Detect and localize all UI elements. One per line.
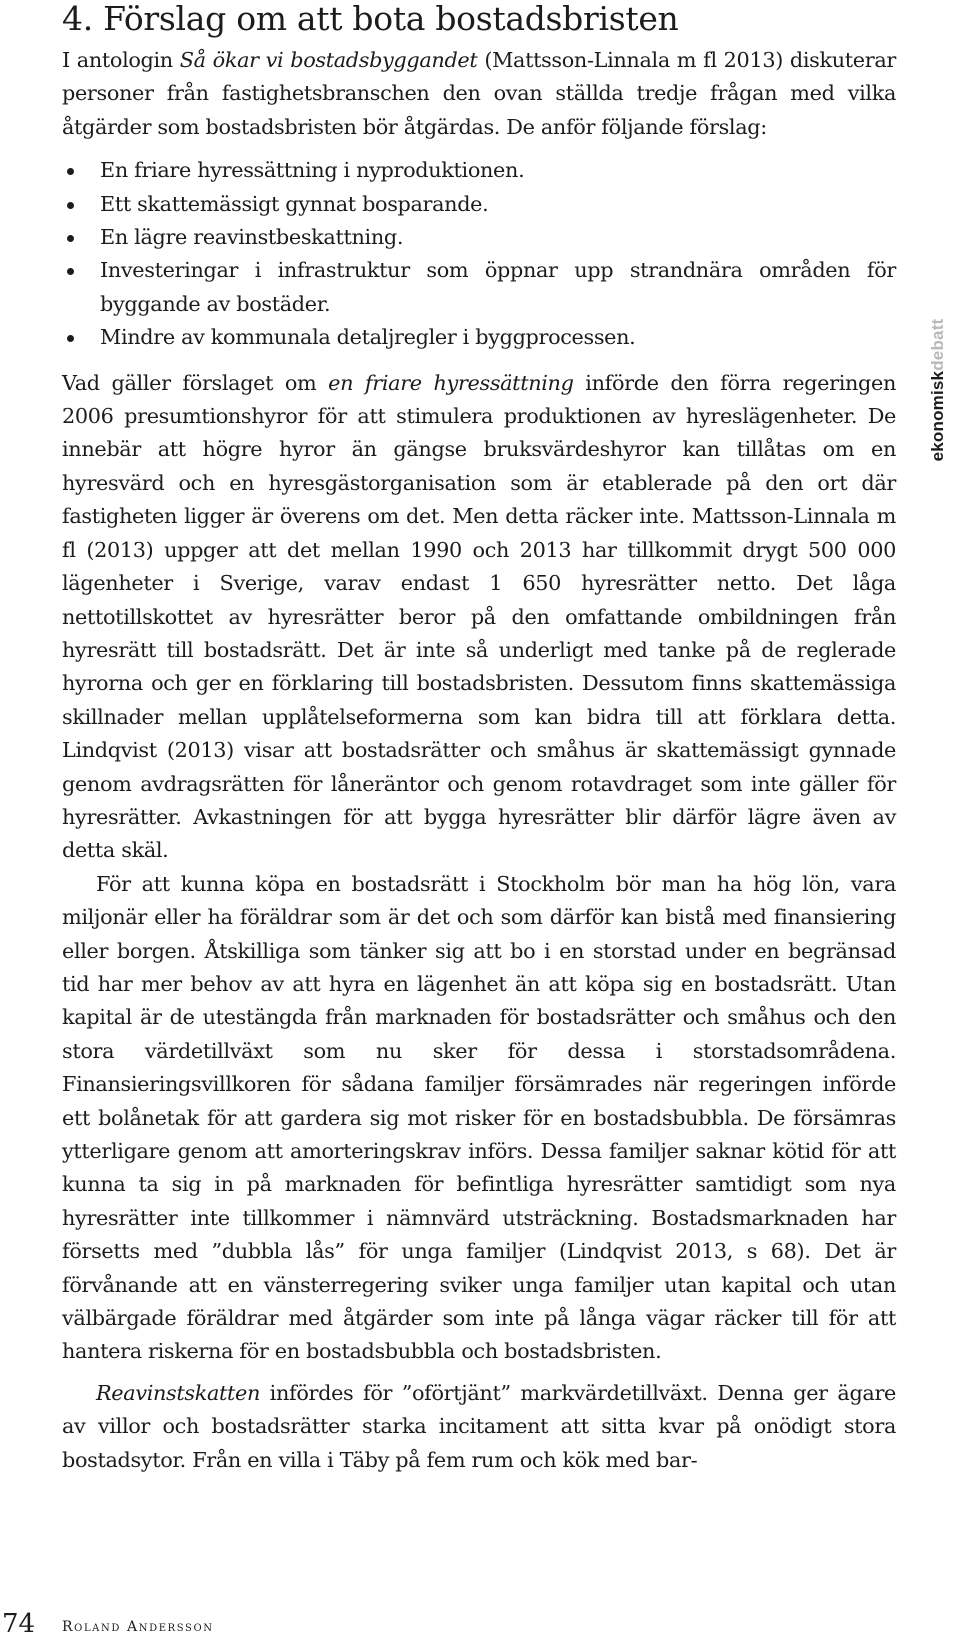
list-item-text: Investeringar i infrastruktur som öppnar upp strandnära områden för byggande av bostäder. [100,258,896,316]
emphasis: Reavinstskatten [96,1380,261,1405]
bullet-icon [67,268,74,275]
list-item-text: Mindre av kommunala detaljregler i byggprocessen. [100,325,636,350]
emphasis: en friare hyressättning [328,370,574,395]
intro-text-start: I antologin [62,48,180,72]
journal-name-part-1: ekonomisk [928,370,947,462]
list-item-text: Ett skattemässigt gynnat bosparande. [100,191,489,216]
page-number: 74 [2,1609,36,1639]
journal-name [928,319,948,462]
list-item [62,154,896,187]
list-item [62,254,896,321]
list-item-text: En friare hyressättning i nyproduktionen. [100,158,525,183]
list-item [62,188,896,221]
article-body [62,0,896,1477]
bullet-icon [67,202,74,209]
list-item [62,221,896,254]
intro-text-end: (Mattsson-Linnala m fl 2013) diskuterar personer från fastighetsbranschen den ovan ställda tredje frågan med vilka åtgärder som bostadsbristen bör åtgärdas. De anför följande förslag: [62,48,896,139]
bullet-icon [67,335,74,342]
paragraph-text: införde den förra regeringen 2006 presumtionshyror för att stimulera produktionen av hyreslägenheter. De innebär att högre hyror än gängse bruksvärdeshyror kan tillåtas om en hyresvärd och en hyresgästorganisation som är etablerade på den ort där fastigheten ligger är överens om det. Men detta räcker inte. Mattsson-Linnala m fl (2013) uppger att det mellan 1990 och 2013 har tillkommit drygt 500 000 lägenheter i Sverige, varav endast 1 650 hyresrätter netto. Det låga nettotillskottet av hyresrätter beror på den omfattande ombildningen från hyresrätt till bostadsrätt. Det är inte så underligt med tanke på de reglerade hyrorna och ger en förklaring till bostadsbristen. Dessutom finns skattemässiga skillnader mellan upplåtelseformerna som kan bidra till att förklara detta. Lindqvist (2013) visar att bostadsrätter och småhus är skattemässigt gynnade genom avdragsrätten för låneräntor och genom rotavdraget som inte gäller för hyresrätter. Avkastningen för att bygga hyresrätter blir därför lägre även av detta skäl. [62,370,896,863]
paragraph-text: infördes för ”oförtjänt” markvärdetillväxt. Denna ger ägare av villor och bostadsrätter starka incitament att sitta kvar på onödigt stora bostadsytor. Från en villa i Täby på fem rum och kök med bar- [62,1380,896,1472]
paragraph-rent-setting [62,367,896,868]
journal-name-part-2: debatt [928,318,947,371]
page-footer [0,1606,960,1646]
author-name: Roland Andersson [62,1619,214,1635]
book-title: Så ökar vi bostadsbyggandet [179,48,478,72]
paragraph-capital-gains-tax [62,1377,896,1477]
bullet-icon [67,168,74,175]
list-item-text: En lägre reavinstbeskattning. [100,225,404,250]
proposal-list [62,154,896,354]
bullet-icon [67,235,74,242]
list-item [62,321,896,354]
paragraph-stockholm: För att kunna köpa en bostadsrätt i Stockholm bör man ha hög lön, vara miljonär eller ha föräldrar som är det och som därför kan bistå med finansiering eller borgen. Åtskilliga som tänker sig att bo i en storstad under en begränsad tid har mer behov av att hyra en lägenhet än att köpa sig en bostadsrätt. Utan kapital är de utestängda från marknaden för bostadsrätter och småhus och den stora värdetillväxt som nu sker för dessa i storstadsområdena. Finansieringsvillkoren för sådana familjer försämrades när regeringen införde ett bolånetak för att gardera sig mot risker för en bostadsbubbla. De försämras ytterligare genom att amorteringskrav införs. Dessa familjer saknar kötid för att kunna ta sig in på marknaden för befintliga hyresrätter samtidigt som nya hyresrätter inte tillkommer i nämnvärd utsträckning. Bostadsmarknaden har försetts med ”dubbla lås” för unga familjer (Lindqvist 2013, s 68). Det är förvånande att en vänsterregering sviker unga familjer utan kapital och utan välbärgade föräldrar med åtgärder som inte på långa vägar räcker till för att hantera riskerna för en bostadsbubbla och bostadsbristen. [62,871,896,1364]
paragraph-text: Vad gäller förslaget om [62,370,329,395]
journal-side-tag [922,300,954,480]
intro-paragraph [62,44,896,144]
section-heading: 4. Förslag om att bota bostadsbristen [62,0,679,38]
